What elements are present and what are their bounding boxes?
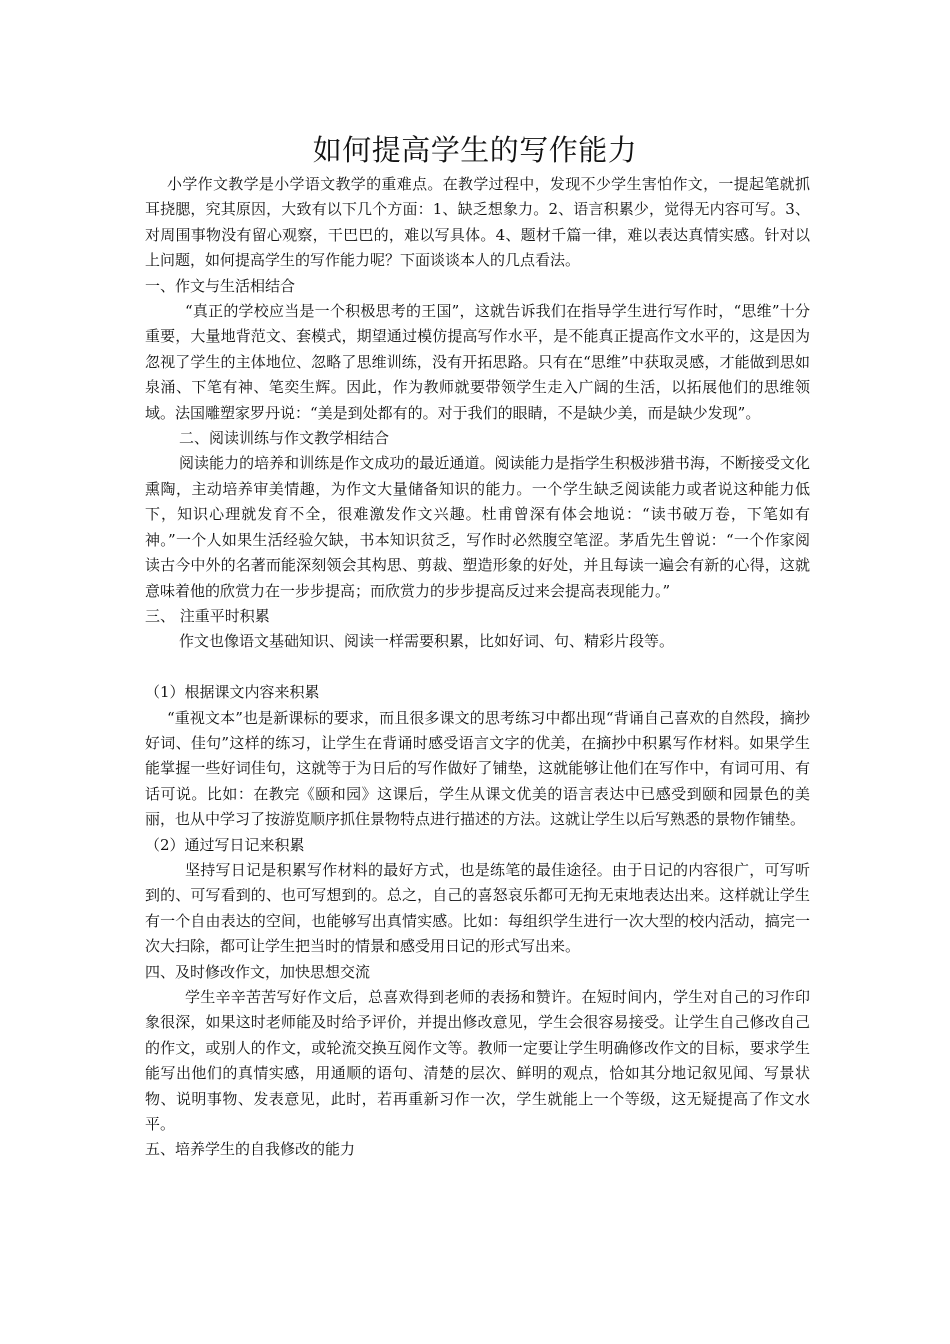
section-heading-4: 四、及时修改作文，加快思想交流 xyxy=(145,962,371,981)
section-3-paragraph: 作文也像语文基础知识、阅读一样需要积累，比如好词、句、精彩片段等。 xyxy=(179,632,675,651)
section-heading-1: 一、作文与生活相结合 xyxy=(145,276,296,295)
intro-paragraph: 小学作文教学是小学语文教学的重难点。在教学过程中，发现不少学生害怕作文，一提起笔就抓耳挠腮，究其原因，大致有以下几个方面：1、缺乏想象力。2、语言积累少，觉得无内容可写。3、对周围事物没有留心观察，干巴巴的，难以写具体。4、题材千篇一律，难以表达真情实感。针对以上问题，如何提高学生的写作能力呢？下面谈谈本人的几点看法。 xyxy=(145,175,810,270)
section-1-paragraph: “真正的学校应当是一个积极思考的王国”，这就告诉我们在指导学生进行写作时，“思维”十分重要，大量地背范文、套模式，期望通过模仿提高写作水平，是不能真正提高作文水平的，这是因为忽视了学生的主体地位、忽略了思维训练，没有开拓思路。只有在“思维”中获取灵感，才能做到思如泉涌、下笔有神、笔奕生辉。因此，作为教师就要带领学生走入广阔的生活，以拓展他们的思维领域。法国雕塑家罗丹说：“美是到处都有的。对于我们的眼睛，不是缺少美，而是缺少发现”。 xyxy=(145,302,810,422)
section-2-paragraph: 阅读能力的培养和训练是作文成功的最近通道。阅读能力是指学生积极涉猎书海，不断接受文化熏陶，主动培养审美情趣，为作文大量储备知识的能力。一个学生缺乏阅读能力或者说这种能力低下，知识心理就发育不全，很难激发作文兴趣。杜甫曾深有体会地说：“读书破万卷，下笔如有神。”一个人如果生活经验欠缺，书本知识贫乏，写作时必然腹空笔涩。茅盾先生曾说：“一个作家阅读古今中外的名著而能深刻领会其构思、剪裁、塑造形象的好处，并且每读一遍会有新的心得，这就意味着他的欣赏力在一步步提高；而欣赏力的步步提高反过来会提高表现能力。” xyxy=(145,454,810,600)
section-heading-3: 三、 注重平时积累 xyxy=(145,606,270,625)
subsection-heading-1: （1）根据课文内容来积累 xyxy=(145,683,320,702)
section-heading-5: 五、培养学生的自我修改的能力 xyxy=(145,1140,356,1159)
blank-line xyxy=(145,655,810,680)
section-4-paragraph: 学生辛辛苦苦写好作文后，总喜欢得到老师的表扬和赞许。在短时间内，学生对自己的习作印象很深，如果这时老师能及时给予评价，并提出修改意见，学生会很容易接受。让学生自己修改自己的作文，或别人的作文，或轮流交换互阅作文等。教师一定要让学生明确修改作文的目标，要求学生能写出他们的真情实感，用通顺的语句、清楚的层次、鲜明的观点，恰如其分地记叙见闻、写景状物、说明事物、发表意见，此时，若再重新习作一次，学生就能上一个等级，这无疑提高了作文水平。 xyxy=(145,987,810,1134)
document-body xyxy=(145,172,810,1163)
subsection-heading-2: （2）通过写日记来积累 xyxy=(145,835,305,854)
subsection-1-paragraph: “重视文本”也是新课标的要求，而且很多课文的思考练习中都出现“背诵自己喜欢的自然段，摘抄好词、佳句”这样的练习，让学生在背诵时感受语言文字的优美，在摘抄中积累写作材料。如果学生能掌握一些好词佳句，这就等于为日后的写作做好了铺垫，这就能够让他们在写作中，有词可用、有话可说。比如：在教完《颐和园》这课后，学生从课文优美的语言表达中已感受到颐和园景色的美丽，也从中学习了按游览顺序抓住景物特点进行描述的方法。这就让学生以后写熟悉的景物作铺垫。 xyxy=(145,708,810,829)
subsection-2-paragraph: 坚持写日记是积累写作材料的最好方式，也是练笔的最佳途径。由于日记的内容很广，可写听到的、可写看到的、也可写想到的。总之，自己的喜怒哀乐都可无拘无束地表达出来。这样就让学生有一个自由表达的空间，也能够写出真情实感。比如：每组织学生进行一次大型的校内活动，搞完一次大扫除，都可让学生把当时的情景和感受用日记的形式写出来。 xyxy=(145,860,810,956)
document-title: 如何提高学生的写作能力 xyxy=(312,133,638,167)
section-heading-2: 二、阅读训练与作文教学相结合 xyxy=(179,429,390,448)
